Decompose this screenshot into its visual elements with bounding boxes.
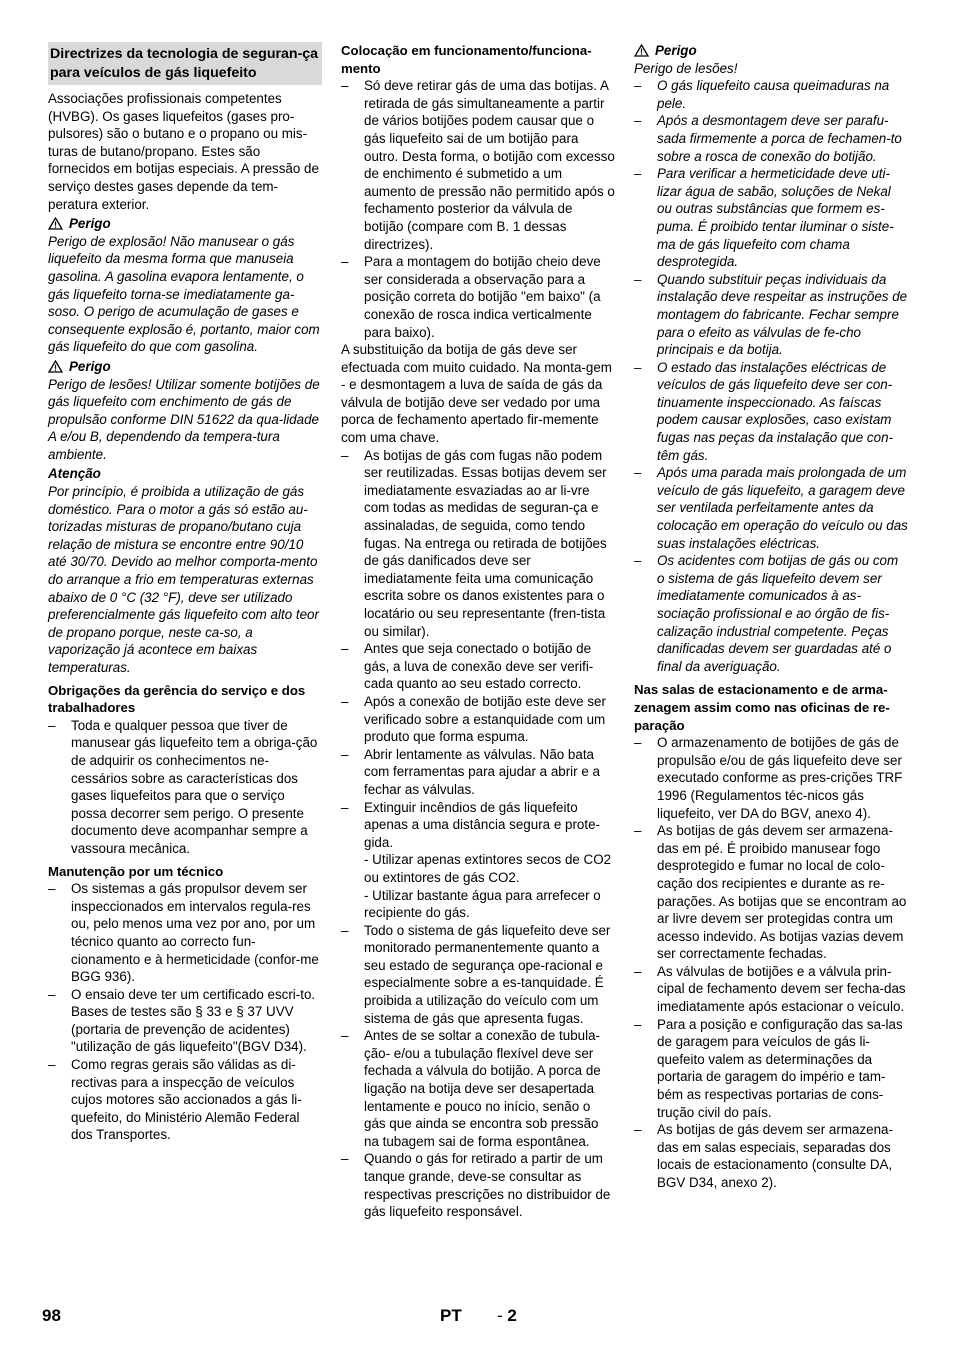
paragraph: A substituição da botija de gás deve ser efectuada com muito cuidado. Na monta-gem - e desmontagem a luva de saída de gás da válvula de botijão deve ser vedado por uma porca de fechamento apertado fir-memente com uma chave. (341, 342, 612, 446)
danger-notice-3 (634, 42, 908, 60)
danger-notice-2 (48, 358, 322, 376)
bullet-list (341, 77, 615, 341)
section-heading: Directrizes da tecnologia de seguran-ça para veículos de gás liquefeito (48, 42, 322, 85)
subheading: Obrigações da gerência do serviço e dos trabalhadores (48, 682, 306, 716)
danger-label: Perigo (655, 43, 697, 58)
bullet-list (634, 734, 908, 1191)
list-item: – O gás liquefeito causa queimaduras na pele. (634, 77, 908, 112)
warning-triangle-icon (634, 44, 649, 57)
warning-triangle-icon (48, 360, 63, 373)
language-code: PT (440, 1306, 462, 1325)
subheading: Nas salas de estacionamento e de arma-zenagem assim como nas oficinas de re-paração (634, 682, 890, 733)
list-item: – Após a desmontagem deve ser parafu-sada firmemente a porca de fechamen-to sobre a rosca de conexão do botijão. (634, 112, 908, 165)
list-item: – O estado das instalações eléctricas de veículos de gás liquefeito deve ser con-tinuamente inspeccionado. As faíscas podem causar explosões, caso existam fugas nas peças da instalação que con-têm gás. (634, 359, 908, 465)
list-item: – Para a posição e configuração das sa-las de garagem para veículos de gás li-quefeito valem as determinações da portaria de garagem do império e tam-bém as respectivas portarias de cons-trução civil do país. (634, 1016, 908, 1122)
bullet-list (341, 922, 615, 1221)
list-item: – Os sistemas a gás propulsor devem ser inspeccionados em intervalos regula-res ou, pelo menos uma vez por ano, por um técnico quanto ao correcto fun-cionamento e à hermeticidade (confor-me BGG 936). (48, 880, 322, 986)
list-item: – Toda e qualquer pessoa que tiver de manusear gás liquefeito tem a obriga-ção de adquirir os conhecimentos ne-cessários sobre as características dos gases liquefeitos para que o serviço possa decorrer sem perigo. O presente documento deve acompanhar sempre a vassoura mecânica. (48, 717, 322, 858)
list-item: – Após a conexão de botijão este deve ser verificado sobre a estanquidade com um produto que forma espuma. (341, 693, 615, 746)
list-item: – Para a montagem do botijão cheio deve ser considerada a observação para a posição correta do botijão "em baixo" (a conexão de rosca indica verticalmente para baixo). (341, 253, 615, 341)
list-item: – Abrir lentamente as válvulas. Não bata com ferramentas para ajudar a abrir e a fechar as válvulas. (341, 746, 615, 799)
danger-text: Perigo de explosão! Não manusear o gás liquefeito da mesma forma que manuseia gasolina. A gasolina evapora lentamente, o gás liquefeito torna-se imediatamente ga-soso. O perigo de acumulação de gases e consequente explosão é, portanto, maior com gás liquefeito do que com gasolina. (48, 233, 320, 355)
subheading: Colocação em funcionamento/funciona-mento (341, 43, 592, 76)
section-indicator (497, 1306, 517, 1326)
column-middle (341, 42, 615, 1221)
list-item: – Todo o sistema de gás liquefeito deve ser monitorado permanentemente quanto a seu estado de segurança ope-racional e especialmente sobre a es-tanquidade. É proibida a utilização do veículo com um sistema de gás que apresenta fugas. (341, 922, 615, 1028)
list-item: – Antes que seja conectado o botijão de gás, a luva de conexão deve ser verifi-cada quanto ao seu estado correcto. (341, 640, 615, 693)
list-item: – Quando o gás for retirado a partir de um tanque grande, deve-se consultar as respectivas prescrições no distribuidor de gás liquefeito responsável. (341, 1150, 615, 1220)
intro-paragraph: Associações profissionais competentes (HVBG). Os gases liquefeitos (gases pro-pulsores) são o butano e o propano ou mis-turas de butano/propano. Estes são fornecidos em botijas especiais. A pressão de serviço destes gases depende da tem-peratura exterior. (48, 91, 319, 212)
section-dash: - (497, 1306, 508, 1325)
danger-list (634, 77, 908, 675)
column-left (48, 42, 322, 1144)
list-item: – As botijas de gás devem ser armazena-das em salas especiais, separadas dos locais de estacionamento (consulte DA, BGV D34, anexo 2). (634, 1121, 908, 1191)
bullet-list (341, 447, 615, 852)
list-item: – Antes de se soltar a conexão de tubula-ção- e/ou a tubulação flexível deve ser fechada a válvula do botijão. A porca de ligação na botija deve ser desapertada lentamente e pouco no início, senão o gás que ainda se encontra sob pressão na tubagem sai de forma espontânea. (341, 1027, 615, 1150)
danger-notice-1 (48, 215, 322, 233)
attention-label: Atenção (48, 466, 101, 482)
danger-label: Perigo (69, 358, 111, 374)
list-item: – Os acidentes com botijas de gás ou com o sistema de gás liquefeito devem ser imediatamente comunicados à as-sociação profissional e ao órgão de fis-calização industrial competente. Peças danificadas devem ser guardadas até o final da averiguação. (634, 552, 908, 675)
warning-triangle-icon (48, 217, 63, 230)
list-note: - Utilizar bastante água para arrefecer o recipiente do gás. (364, 887, 601, 921)
list-item: – Extinguir incêndios de gás liquefeito apenas a uma distância segura e prote-gida. (341, 799, 615, 852)
list-item: – O ensaio deve ter um certificado escri-to. Bases de testes são § 33 e § 37 UVV (portaria de prevenção de acidentes) "utilização de gás liquefeito"(BGV D34). (48, 986, 322, 1056)
column-right (634, 42, 908, 1192)
list-item: – As válvulas de botijões e a válvula prin-cipal de fechamento devem ser fecha-das imediatamente após estacionar o veículo. (634, 963, 908, 1016)
page-number: 98 (42, 1306, 61, 1325)
danger-label: Perigo (69, 216, 111, 232)
list-item: – As botijas de gás com fugas não podem ser reutilizadas. Essas botijas devem ser imediatamente esvaziadas ao ar li-vre com todas as medidas de seguran-ça e assinaladas, de seguida, como tendo fugas. Na entrega ou retirada de botijões de gás danificados deve ser imediatamente feita uma comunicação escrita sobre os danos existentes para o locatário ou seu representante (fren-tista ou similar). (341, 447, 615, 641)
list-item: – Quando substituir peças individuais da instalação deve respeitar as instruções de montagem do fabricante. Fechar sempre para o efeito as válvulas de fe-cho principais e da botija. (634, 271, 908, 359)
list-item: – Após uma parada mais prolongada de um veículo de gás liquefeito, a garagem deve ser ventilada perfeitamente antes da colocação em operação do veículo ou das suas instalações eléctricas. (634, 464, 908, 552)
bullet-list (48, 880, 322, 1144)
list-item: – Para verificar a hermeticidade deve uti-lizar água de sabão, soluções de Nekal ou outras substâncias que formem es-puma. É proibido tentar iluminar o siste-ma de gás liquefeito com chama desprotegida. (634, 165, 908, 271)
danger-text: Perigo de lesões! Utilizar somente botijões de gás liquefeito com enchimento de gás de propulsão conforme DIN 51622 da qua-lidade A e/ou B, dependendo da tempera-tura ambiente. (48, 376, 320, 462)
list-note: - Utilizar apenas extintores secos de CO2 ou extintores de gás CO2. (364, 852, 612, 885)
list-item: – As botijas de gás devem ser armazena-das em pé. É proibido manusear fogo desprotegido e fumar no local de colo-cação dos recipientes e durante as re-parações. As botijas que se encontram ao ar livre devem ser protegidas contra um acesso indevido. As botijas vazias devem ser correctamente fechadas. (634, 822, 908, 963)
list-item: – Como regras gerais são válidas as di-rectivas para a inspecção de veículos cujos motores são accionados a gás li-quefeito, do Ministério Alemão Federal dos Transportes. (48, 1056, 322, 1144)
bullet-list (48, 717, 322, 858)
danger-intro: Perigo de lesões! (634, 60, 738, 76)
section-number: 2 (507, 1306, 517, 1325)
list-item: – O armazenamento de botijões de gás de propulsão e/ou de gás liquefeito deve ser executado conforme as pres-crições TRF 1996 (Regulamentos téc-nicos gás liquefeito, ver DA do BGV, anexo 4). (634, 734, 908, 822)
attention-text: Por princípio, é proibida a utilização de gás doméstico. Para o motor a gás só estão au-torizadas misturas de propano/butano cuja relação de mistura se encontre entre 90/10 até 30/70. Devido ao melhor comporta-mento do arranque a frio em temperaturas externas abaixo de 0 °C (32 °F), deve ser utilizado preferencialmente gás liquefeito com alto teor de propano porque, neste ca-so, a vaporização já acontece em baixas temperaturas. (48, 484, 319, 675)
list-item: – Só deve retirar gás de uma das botijas. A retirada de gás simultaneamente a partir de vários botijões podem causar que o gás liquefeito sai de um botijão para outro. Desta forma, o botijão com excesso de enchimento é submetido a um aumento de pressão não permitido após o fechamento posterior da válvula de botijão (compare com B. 1 dessas directrizes). (341, 77, 615, 253)
subheading: Manutenção por um técnico (48, 863, 224, 879)
